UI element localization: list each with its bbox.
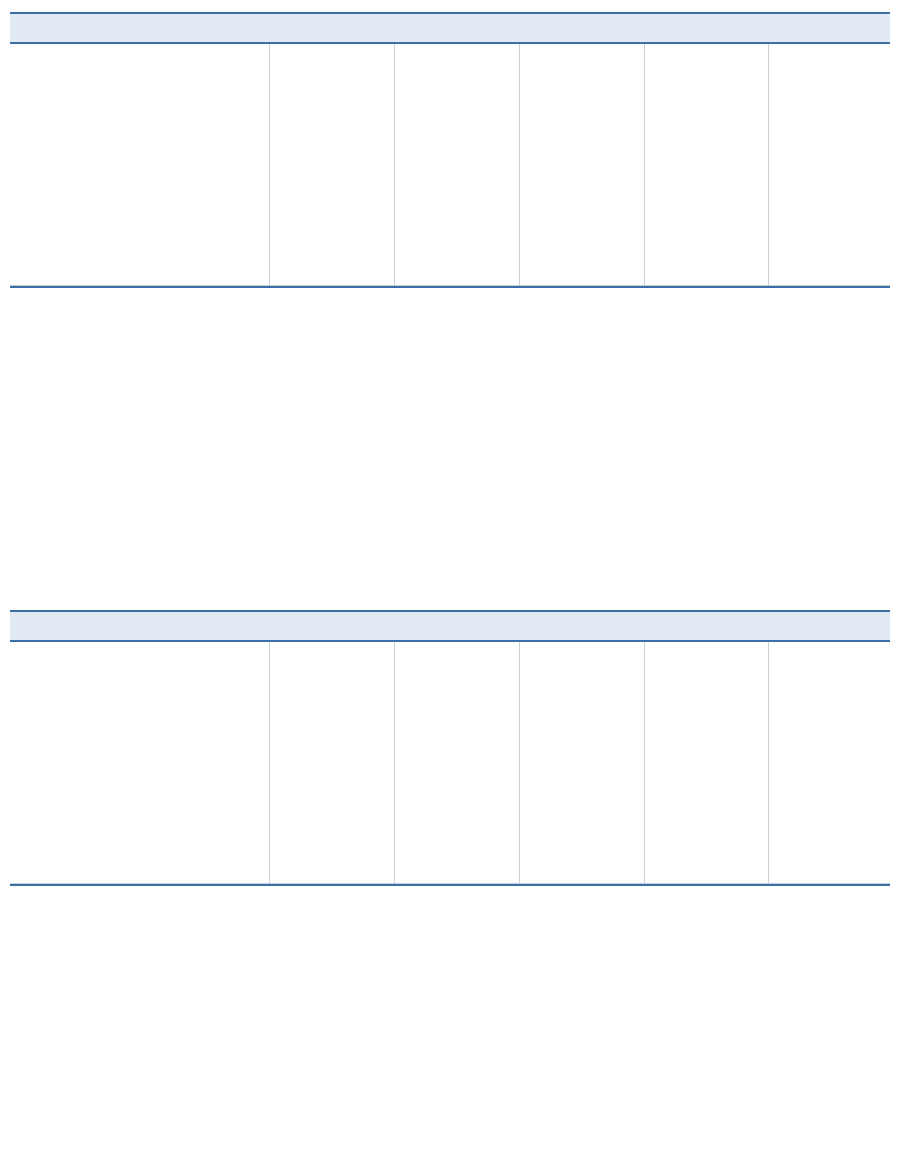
scheme-number	[519, 612, 643, 640]
wiring-diagram-27	[394, 642, 518, 883]
diagram-row	[10, 44, 890, 286]
scheme-number	[270, 14, 394, 42]
wiring-diagram-23	[519, 44, 643, 285]
component-rows	[10, 884, 890, 886]
scheme-number	[644, 14, 768, 42]
wiring-diagram-28	[519, 642, 643, 883]
scheme-number	[768, 14, 892, 42]
wiring-diagram-29	[644, 642, 768, 883]
scheme-number	[270, 612, 394, 640]
table-header	[10, 610, 890, 642]
wiring-diagram-24	[644, 44, 768, 285]
scheme-number	[519, 14, 643, 42]
wiring-diagram-26	[270, 642, 394, 883]
scheme-number	[644, 612, 768, 640]
diagram-row	[10, 642, 890, 884]
wiring-diagram-21	[270, 44, 394, 285]
wiring-diagram-22	[394, 44, 518, 285]
table-header	[10, 12, 890, 44]
scheme-table-2	[10, 610, 890, 886]
wiring-diagram-25	[768, 44, 892, 285]
wiring-diagram-30	[768, 642, 892, 883]
scheme-number	[768, 612, 892, 640]
scheme-number	[394, 14, 518, 42]
scheme-table-1	[10, 12, 890, 288]
component-rows	[10, 286, 890, 288]
scheme-number	[394, 612, 518, 640]
